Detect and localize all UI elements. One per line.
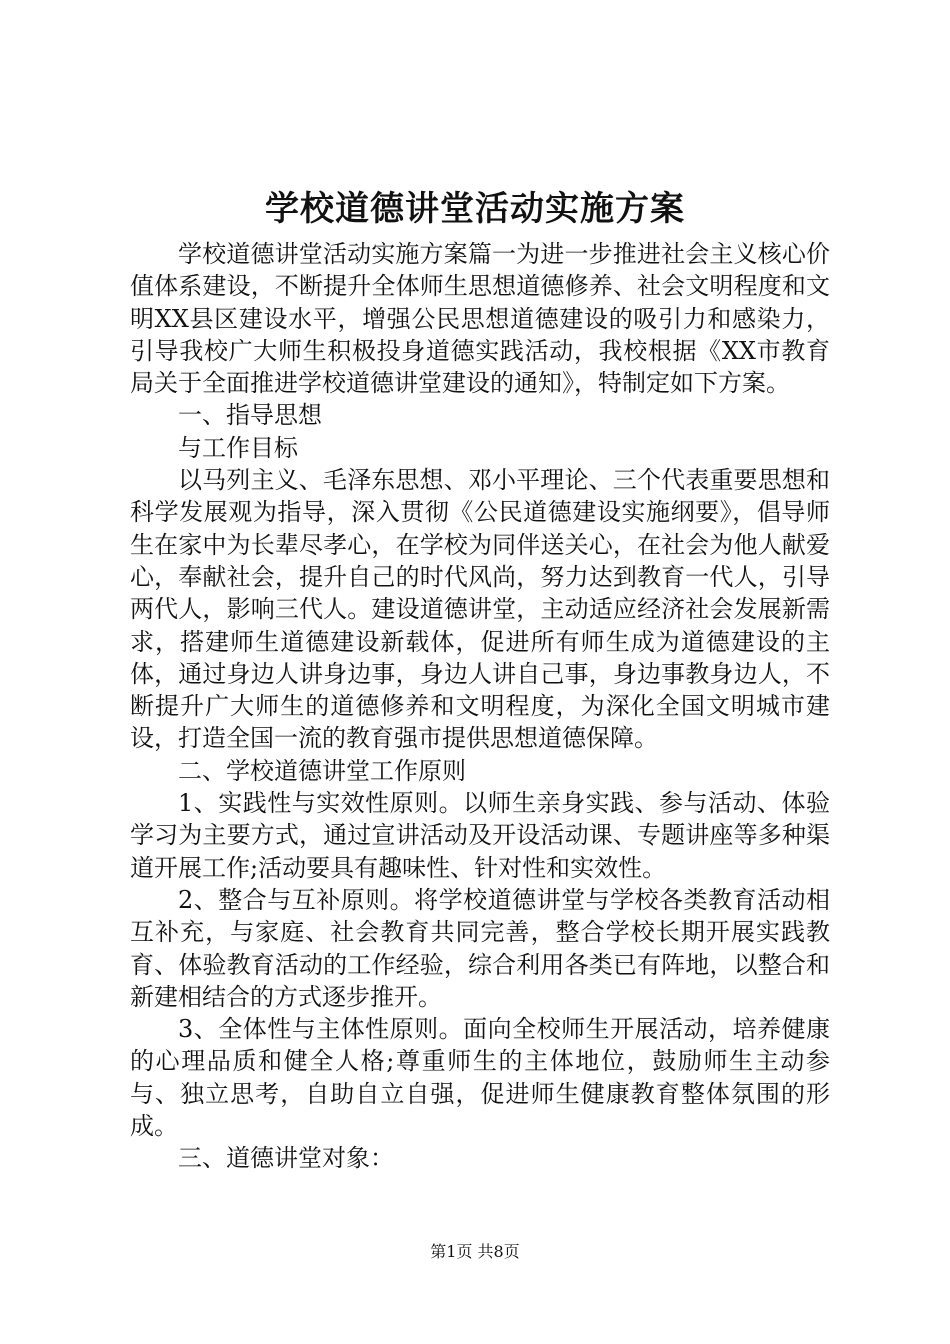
paragraph-principle-3: 3、全体性与主体性原则。面向全校师生开展活动，培养健康的心理品质和健全人格;尊重师生的主体地位，鼓励师生主动参与、独立思考，自助自立自强，促进师生健康教育整体氛围的形成。 <box>130 1015 830 1141</box>
paragraph-principle-2: 2、整合与互补原则。将学校道德讲堂与学校各类教育活动相互补充，与家庭、社会教育共同完善，整合学校长期开展实践教育、体验教育活动的工作经验，综合利用各类已有阵地，以整合和新建相结合的方式逐步推开。 <box>130 885 830 1011</box>
heading-work-principles: 二、学校道德讲堂工作原则 <box>178 756 466 785</box>
paragraph-intro: 学校道德讲堂活动实施方案篇一为进一步推进社会主义核心价值体系建设，不断提升全体师生思想道德修养、社会文明程度和文明XX县区建设水平，增强公民思想道德建设的吸引力和感染力，引导我校广大师生积极投身道德实践活动，我校根据《XX市教育局关于全面推进学校道德讲堂建设的通知》，特制定如下方案。 <box>130 240 830 398</box>
document-body <box>130 238 830 1175</box>
page-footer: 第1页 共8页 <box>430 1242 520 1261</box>
document-title: 学校道德讲堂活动实施方案 <box>265 189 685 229</box>
heading-guiding-thought: 一、指导思想 <box>178 401 322 430</box>
paragraph-guiding-thought: 以马列主义、毛泽东思想、邓小平理论、三个代表重要思想和科学发展观为指导，深入贯彻《公民道德建设实施纲要》，倡导师生在家中为长辈尽孝心，在学校为同伴送关心，在社会为他人献爱心，奉献社会，提升自己的时代风尚，努力达到教育一代人，引导两代人，影响三代人。建设道德讲堂，主动适应经济社会发展新需求，搭建师生道德建设新载体，促进所有师生成为道德建设的主体，通过身边人讲身边事，身边人讲自己事，身边事教身边人，不断提升广大师生的道德修养和文明程度，为深化全国文明城市建设，打造全国一流的教育强市提供思想道德保障。 <box>130 466 830 753</box>
heading-audience: 三、道德讲堂对象： <box>178 1144 394 1173</box>
heading-work-goals: 与工作目标 <box>178 433 298 462</box>
paragraph-principle-1: 1、实践性与实效性原则。以师生亲身实践、参与活动、体验学习为主要方式，通过宣讲活动及开设活动课、专题讲座等多种渠道开展工作;活动要具有趣味性、针对性和实效性。 <box>130 789 830 882</box>
